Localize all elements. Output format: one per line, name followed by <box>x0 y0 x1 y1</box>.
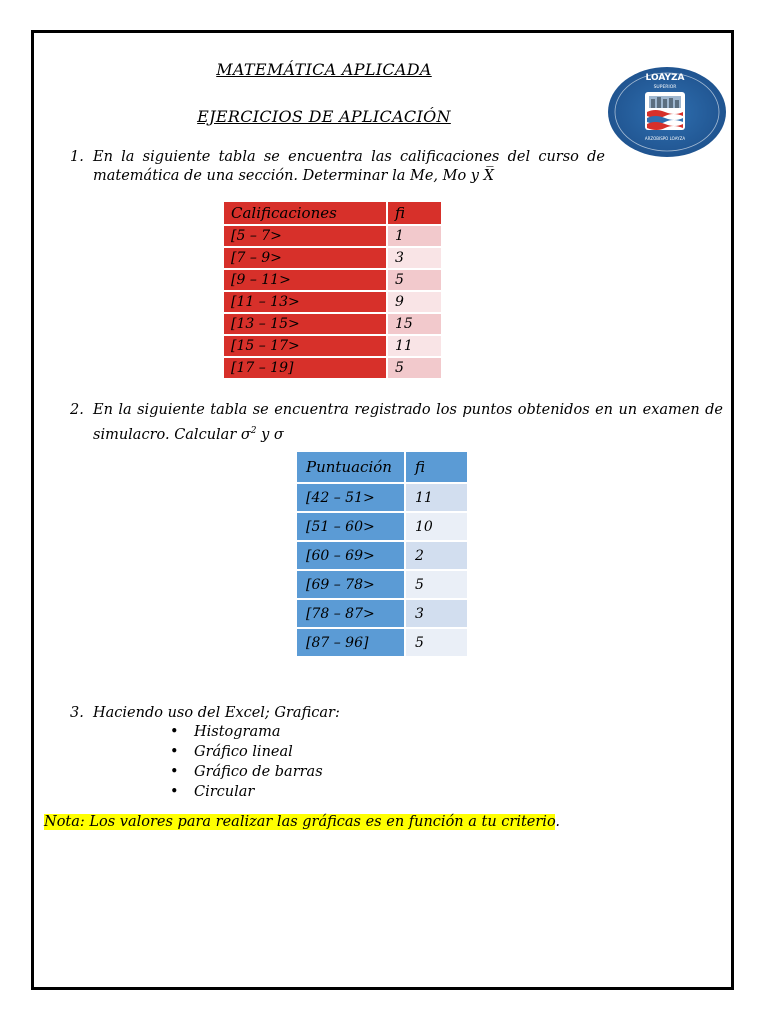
column-header: fi <box>395 204 406 222</box>
interval-cell: [17 – 19] <box>224 358 388 378</box>
frequency-cell: 5 <box>388 270 441 290</box>
exercise-2-number: 2. <box>70 402 84 418</box>
exercise-1-line-1: En la siguiente tabla se encuentra las calificaciones del curso de <box>93 149 605 165</box>
page-title: MATEMÁTICA APLICADA <box>216 60 432 79</box>
interval-cell: [9 – 11> <box>224 270 388 290</box>
interval-cell: [42 – 51> <box>297 484 406 511</box>
variance-exponent: 2 <box>250 426 257 436</box>
note-period: . <box>555 814 561 830</box>
frequency-cell: 5 <box>406 571 467 598</box>
svg-text:ARZOBISPO LOAYZA: ARZOBISPO LOAYZA <box>644 136 686 141</box>
frequency-cell: 15 <box>388 314 441 334</box>
list-item: • Gráfico de barras <box>170 762 323 782</box>
column-header: Puntuación <box>297 452 406 482</box>
exercise-2-line-2: simulacro. Calcular <box>93 426 241 443</box>
chart-type-list <box>170 722 323 802</box>
note <box>44 812 560 832</box>
exercise-1-number: 1. <box>70 149 84 165</box>
table-row <box>224 336 441 356</box>
interval-cell: [11 – 13> <box>224 292 388 312</box>
page-subtitle: EJERCICIOS DE APLICACIÓN <box>197 107 451 126</box>
variance-symbol: σ <box>240 426 251 443</box>
table-row <box>297 629 467 656</box>
table-row <box>297 484 467 511</box>
list-item: • Histograma <box>170 722 323 742</box>
conjunction: y <box>256 426 274 443</box>
table-row <box>297 513 467 540</box>
frequency-cell: 2 <box>406 542 467 569</box>
table-row <box>224 358 441 378</box>
table-row <box>224 292 441 312</box>
frequency-cell: 11 <box>388 336 441 356</box>
exercise-3-text: Haciendo uso del Excel; Graficar: <box>93 705 340 721</box>
grades-table <box>224 200 441 380</box>
svg-text:SUPERIOR: SUPERIOR <box>653 85 677 90</box>
exercise-2-line-1: En la siguiente tabla se encuentra registrado los puntos obtenidos en un examen de <box>93 402 723 418</box>
frequency-cell: 11 <box>406 484 467 511</box>
svg-text:LOAYZA: LOAYZA <box>645 73 685 83</box>
institution-logo <box>607 66 727 158</box>
interval-cell: [78 – 87> <box>297 600 406 627</box>
frequency-cell: 3 <box>406 600 467 627</box>
frequency-cell: 10 <box>406 513 467 540</box>
table-row <box>297 542 467 569</box>
frequency-cell: 3 <box>388 248 441 268</box>
interval-cell: [7 – 9> <box>224 248 388 268</box>
frequency-cell: 5 <box>388 358 441 378</box>
table-row <box>224 248 441 268</box>
interval-cell: [87 – 96] <box>297 629 406 656</box>
std-dev-symbol: σ <box>273 426 284 443</box>
table-row <box>224 226 441 246</box>
table-header-row <box>224 202 441 224</box>
interval-cell: [51 – 60> <box>297 513 406 540</box>
exercise-1-line-2: matemática de una sección. Determinar la Me, Mo y <box>93 168 479 184</box>
interval-cell: [15 – 17> <box>224 336 388 356</box>
frequency-cell: 9 <box>388 292 441 312</box>
interval-cell: [69 – 78> <box>297 571 406 598</box>
table-row <box>224 270 441 290</box>
table-header-row <box>297 452 467 482</box>
table-row <box>224 314 441 334</box>
list-item: • Circular <box>170 782 323 802</box>
table-row <box>297 600 467 627</box>
mean-symbol: X̅ <box>483 168 494 184</box>
interval-cell: [13 – 15> <box>224 314 388 334</box>
scores-table <box>297 450 467 658</box>
frequency-cell: 5 <box>406 629 467 656</box>
table-row <box>297 571 467 598</box>
interval-cell: [60 – 69> <box>297 542 406 569</box>
exercise-3-number: 3. <box>70 705 84 721</box>
column-header: fi <box>406 452 467 482</box>
column-header: Calificaciones <box>224 202 388 224</box>
list-item: • Gráfico lineal <box>170 742 323 762</box>
note-highlighted-text: Nota: Los valores para realizar las gráficas es en función a tu criterio <box>44 814 556 830</box>
frequency-cell: 1 <box>388 226 441 246</box>
interval-cell: [5 – 7> <box>224 226 388 246</box>
